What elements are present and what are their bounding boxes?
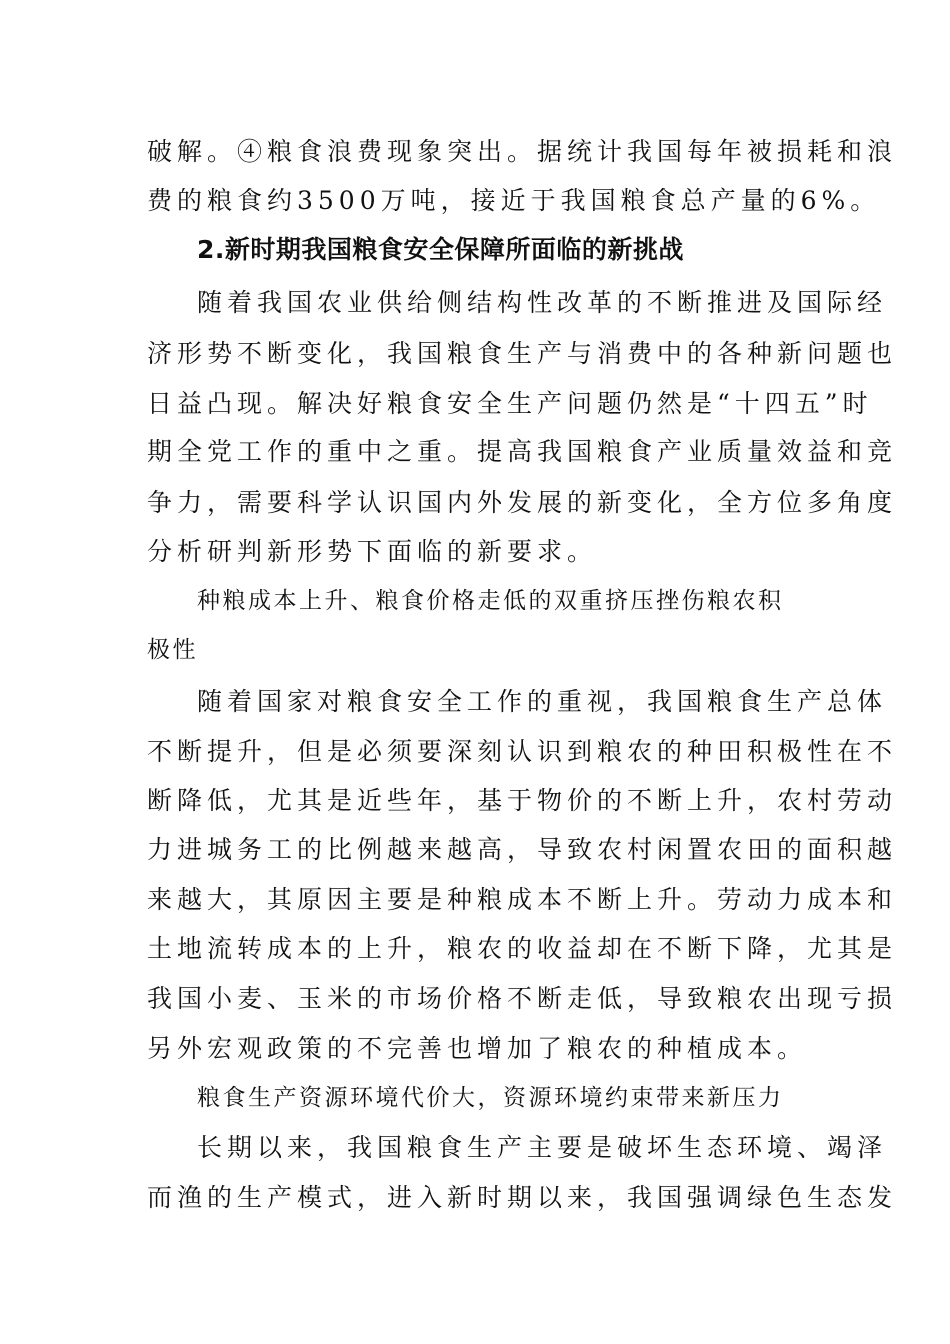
subheading-line: 极性 [147, 637, 198, 663]
text-line: 济形势不断变化，我国粮食生产与消费中的各种新问题也 [147, 339, 898, 368]
subheading-line: 粮食生产资源环境代价大，资源环境约束带来新压力 [197, 1085, 784, 1111]
text-line: 日益凸现。解决好粮食安全生产问题仍然是“十四五”时 [147, 389, 873, 418]
text-line: 不断提升，但是必须要深刻认识到粮农的种田积极性在不 [147, 737, 898, 766]
text-line: 另外宏观政策的不完善也增加了粮农的种植成本。 [147, 1034, 808, 1063]
text-line: 费的粮食约3500万吨，接近于我国粮食总产量的6%。 [147, 186, 881, 215]
section-heading: 2.新时期我国粮食安全保障所面临的新挑战 [197, 235, 684, 264]
text-line: 我国小麦、玉米的市场价格不断走低，导致粮农出现亏损 [147, 984, 898, 1013]
text-line: 破解。④粮食浪费现象突出。据统计我国每年被损耗和浪 [147, 137, 898, 166]
text-line: 随着国家对粮食安全工作的重视，我国粮食生产总体 [197, 687, 888, 716]
text-line: 争力，需要科学认识国内外发展的新变化，全方位多角度 [147, 488, 898, 517]
text-line: 断降低，尤其是近些年，基于物价的不断上升，农村劳动 [147, 786, 898, 815]
text-line: 随着我国农业供给侧结构性改革的不断推进及国际经 [197, 288, 888, 317]
text-line: 而渔的生产模式，进入新时期以来，我国强调绿色生态发 [147, 1183, 898, 1212]
text-line: 来越大，其原因主要是种粮成本不断上升。劳动力成本和 [147, 885, 898, 914]
text-line: 分析研判新形势下面临的新要求。 [147, 537, 598, 566]
text-line: 土地流转成本的上升，粮农的收益却在不断下降，尤其是 [147, 934, 898, 963]
text-line: 长期以来，我国粮食生产主要是破坏生态环境、竭泽 [197, 1133, 888, 1162]
text-line: 期全党工作的重中之重。提高我国粮食产业质量效益和竞 [147, 437, 898, 466]
text-line: 力进城务工的比例越来越高，导致农村闲置农田的面积越 [147, 835, 898, 864]
subheading-line: 种粮成本上升、粮食价格走低的双重挤压挫伤粮农积 [197, 588, 784, 614]
